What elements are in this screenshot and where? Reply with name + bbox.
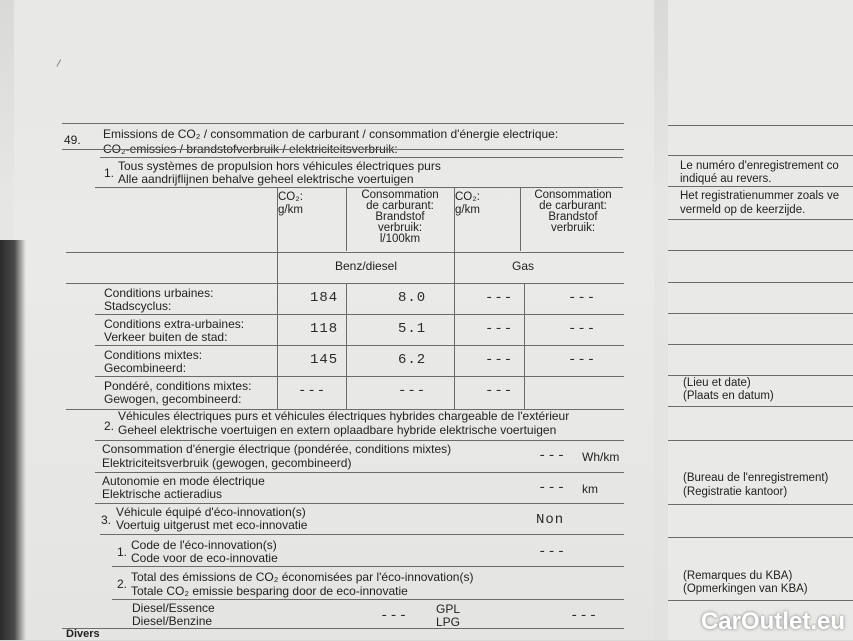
- cell-co2-a: ---: [298, 383, 327, 399]
- rule: [668, 440, 853, 441]
- rule: [668, 537, 853, 538]
- fuel-a-label: Benz/diesel: [334, 259, 398, 273]
- fuel-left-value: ---: [380, 608, 409, 624]
- rule: [668, 282, 853, 283]
- sub2-number: 2.: [117, 577, 128, 591]
- cell-cons-a: ---: [398, 383, 427, 399]
- header-co2-b: CO₂: g/km: [455, 191, 480, 216]
- part1-number: 1.: [104, 166, 115, 180]
- cell-co2-b: ---: [485, 290, 514, 306]
- table-col-line: [346, 284, 347, 410]
- rule: [668, 250, 853, 251]
- sub1-value: ---: [538, 544, 567, 560]
- row-label-nl: Verkeer buiten de stad:: [104, 330, 228, 344]
- row-label-fr: Conditions mixtes:: [104, 348, 203, 362]
- row-label-fr: Conditions urbaines:: [104, 286, 214, 300]
- rule: [668, 125, 853, 126]
- part3-nl: Voertuig uitgerust met eco-innovatie: [116, 518, 308, 532]
- row-label-nl: Gecombineerd:: [104, 361, 187, 375]
- rule: [668, 504, 853, 505]
- range-label-nl: Elektrische actieradius: [102, 487, 223, 501]
- part1-nl: Alle aandrijflijnen behalve geheel elektrische voertuigen: [118, 172, 414, 186]
- rule: [62, 149, 624, 150]
- rule: [100, 157, 623, 158]
- cell-co2-b: ---: [485, 321, 514, 337]
- rule: [668, 313, 853, 314]
- rule: [95, 440, 624, 441]
- sub2-nl: Totale CO₂ emissie besparing door de eco-innovatie: [131, 584, 408, 598]
- rule: [668, 155, 853, 156]
- rule: [95, 376, 624, 377]
- section-number: 49.: [64, 133, 81, 147]
- cell-cons-a: 8.0: [398, 290, 427, 306]
- fuel-right-a: GPL: [436, 602, 461, 616]
- header-co2-a: CO₂: g/km: [278, 191, 303, 216]
- divers-label: Divers: [66, 628, 100, 640]
- header-cons-a: Consommation de carburant: Brandstof verbruik: l/100km: [361, 189, 439, 245]
- rule: [668, 600, 853, 601]
- document-right-column: [668, 0, 853, 640]
- sub1-number: 1.: [117, 545, 128, 559]
- fuel-left-fr: Diesel/Essence: [132, 601, 215, 615]
- side-office-nl: (Registratie kantoor): [683, 486, 788, 498]
- range-label-fr: Autonomie en mode électrique: [102, 474, 265, 488]
- range-value: ---: [538, 480, 567, 496]
- fuel-right-b: LPG: [436, 615, 461, 629]
- part1-fr: Tous systèmes de propulsion hors véhicules électriques purs: [118, 159, 441, 173]
- row-label-fr: Conditions extra-urbaines:: [104, 317, 245, 331]
- row-label-fr: Pondéré, conditions mixtes:: [104, 379, 252, 393]
- cell-co2-b: ---: [485, 352, 514, 368]
- side-place-nl: (Plaats en datum): [683, 390, 774, 402]
- energy-unit: Wh/km: [582, 450, 620, 464]
- sub1-fr: Code de l'éco-innovation(s): [131, 538, 277, 552]
- energy-label-nl: Elektriciteitsverbruik (gewogen, gecombineerd): [102, 456, 352, 470]
- cell-cons-a: 6.2: [398, 352, 427, 368]
- side-note-fr-1: Le numéro d'enregistrement co: [680, 160, 839, 172]
- rule: [668, 406, 853, 407]
- rule: [95, 314, 624, 315]
- side-note-fr-2: indiqué au revers.: [680, 173, 772, 185]
- table-col-line: [520, 187, 521, 251]
- cell-cons-b: ---: [568, 290, 597, 306]
- rule: [95, 472, 624, 473]
- section-title-fr: Emissions de CO₂ / consommation de carburant / consommation d'énergie electrique:: [103, 127, 559, 141]
- header-cons-b: Consommation de carburant: Brandstof verbruik:: [534, 189, 612, 234]
- fuel-b-label: Gas: [511, 259, 534, 273]
- rule: [668, 344, 853, 345]
- rule: [66, 283, 624, 284]
- cell-co2-a: 118: [310, 321, 339, 337]
- eco-innovation-value: Non: [536, 512, 565, 528]
- side-remarks-nl: (Opmerkingen van KBA): [683, 583, 808, 595]
- side-note-nl-1: Het registratienummer zoals ve: [680, 190, 840, 202]
- range-unit: km: [582, 482, 598, 496]
- cell-cons-b: ---: [568, 321, 597, 337]
- rule: [668, 375, 853, 376]
- rule: [95, 503, 624, 504]
- cell-cons-b: ---: [568, 352, 597, 368]
- fuel-right-value: ---: [570, 608, 599, 624]
- row-label-nl: Gewogen, gecombineerd:: [104, 392, 242, 406]
- side-place-fr: (Lieu et date): [683, 377, 751, 389]
- table-col-line: [524, 284, 525, 410]
- part3-fr: Véhicule équipé d'éco-innovation(s): [116, 505, 306, 519]
- rule: [66, 252, 624, 253]
- row-label-nl: Stadscyclus:: [104, 299, 172, 313]
- background-edge: [0, 240, 26, 640]
- section-title-nl: CO₂-emissies / brandstofverbruik / elektriciteitsverbruik:: [103, 142, 398, 156]
- watermark: CarOutlet.eu: [700, 608, 845, 635]
- side-office-fr: (Bureau de l'enregistrement): [683, 472, 829, 484]
- rule: [668, 219, 853, 220]
- rule: [112, 599, 624, 600]
- rule: [112, 566, 624, 567]
- rule: [95, 187, 623, 188]
- table-col-line: [346, 187, 347, 251]
- side-remarks-fr: (Remarques du KBA): [683, 570, 793, 582]
- rule: [95, 345, 624, 346]
- part2-nl: Geheel elektrische voertuigen en extern oplaadbare hybride elektrische voertuigen: [118, 423, 557, 437]
- part2-fr: Véhicules électriques purs et véhicules électriques hybrides chargeable de l'extérieur: [118, 409, 570, 423]
- cell-co2-a: 184: [310, 290, 339, 306]
- fuel-left-nl: Diesel/Benzine: [132, 614, 213, 628]
- cell-cons-a: 5.1: [398, 321, 427, 337]
- sub1-nl: Code voor de eco-innovatie: [131, 551, 278, 565]
- cell-co2-b: ---: [485, 383, 514, 399]
- part3-number: 3.: [101, 513, 112, 527]
- rule: [668, 186, 853, 187]
- energy-value: ---: [538, 448, 567, 464]
- sub2-fr: Total des émissions de CO₂ économisées par l'éco-innovation(s): [131, 570, 474, 584]
- cell-co2-a: 145: [310, 352, 339, 368]
- rule: [62, 123, 624, 124]
- side-note-nl-2: vermeld op de keerzijde.: [680, 204, 806, 216]
- rule: [62, 628, 624, 629]
- rule: [100, 534, 624, 535]
- part2-number: 2.: [104, 419, 115, 433]
- energy-label-fr: Consommation d'énergie électrique (pondérée, conditions mixtes): [102, 442, 452, 456]
